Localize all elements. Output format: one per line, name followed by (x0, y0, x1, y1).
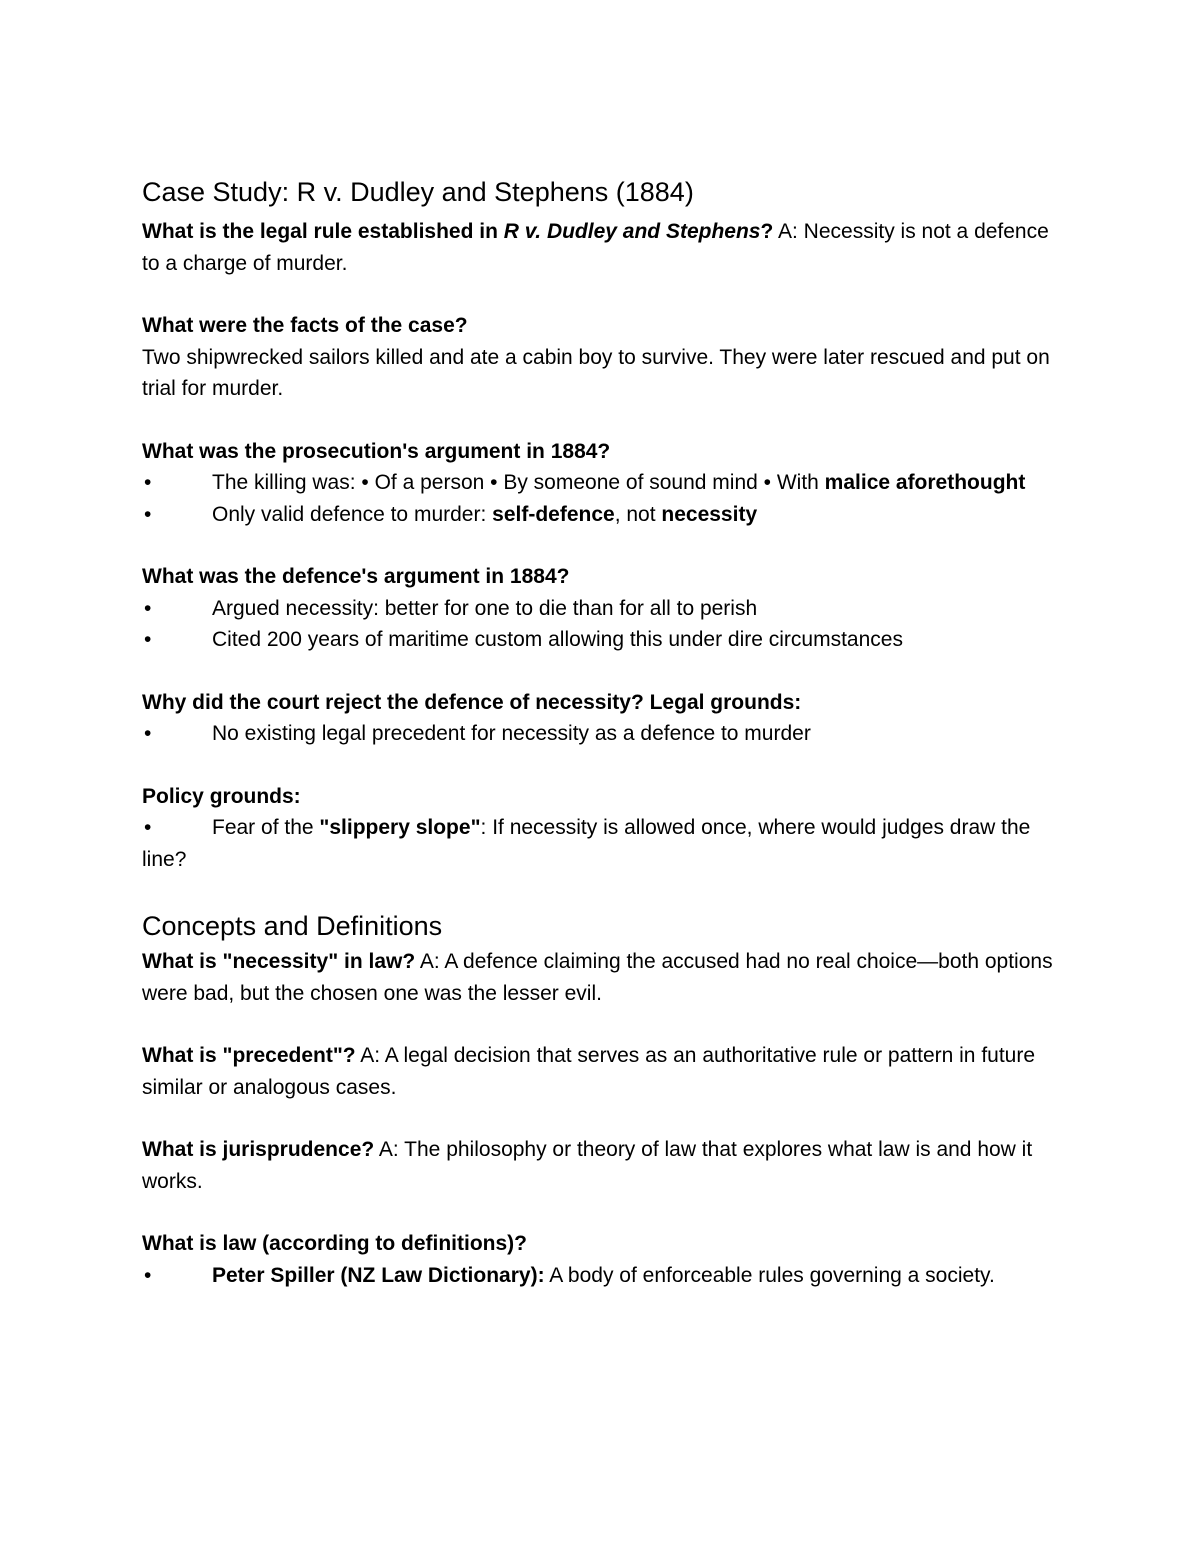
prosecution-bullet-2-text-b: , not (614, 502, 662, 526)
facts-question: What were the facts of the case? (142, 314, 468, 337)
jurisprudence-answer: A: The philosophy or theory of law that explores what law is and how it works. (142, 1138, 1033, 1193)
jurisprudence-question: What is jurisprudence? (142, 1138, 375, 1161)
facts-answer: Two shipwrecked sailors killed and ate a cabin boy to survive. They were later rescued and put on trial for murder. (142, 345, 1050, 400)
legal-rule-paragraph (142, 216, 1057, 279)
court-rejection-bullet-text: No existing legal precedent for necessity as a defence to murder (212, 722, 811, 745)
list-item (142, 467, 1057, 499)
legal-rule-question-end: ? (760, 220, 774, 243)
prosecution-bullet-2-bold-a: self-defence (492, 502, 615, 526)
document-page (142, 172, 1057, 1291)
necessity-question: What is "necessity" in law? (142, 950, 416, 973)
prosecution-bullet-2-bold-b: necessity (661, 502, 758, 526)
defence-section (142, 561, 1057, 656)
case-name: R v. Dudley and Stephens (503, 220, 761, 243)
case-study-heading: Case Study: R v. Dudley and Stephens (1884) (142, 177, 694, 207)
prosecution-bullet-1-bold: malice aforethought (824, 471, 1026, 494)
facts-section (142, 310, 1057, 405)
policy-section (142, 781, 1057, 876)
prosecution-bullet-1-text: The killing was: • Of a person • By someone of sound mind • With (212, 471, 825, 494)
policy-bullet-bold: "slippery slope" (319, 816, 481, 839)
necessity-definition (142, 946, 1057, 1009)
policy-question: Policy grounds: (142, 784, 301, 808)
defence-question: What was the defence's argument in 1884? (142, 565, 570, 588)
jurisprudence-definition (142, 1134, 1057, 1197)
policy-bullet-text-a: Fear of the (212, 816, 320, 839)
precedent-answer: A: A legal decision that serves as an authoritative rule or pattern in future similar or analogous cases. (142, 1044, 1036, 1099)
precedent-question: What is "precedent"? (142, 1044, 356, 1067)
court-rejection-question: Why did the court reject the defence of necessity? Legal grounds: (142, 690, 802, 714)
necessity-answer: A: A defence claiming the accused had no real choice—both options were bad, but the chosen one was the lesser evil. (142, 950, 1053, 1005)
law-definition-section (142, 1228, 1057, 1291)
bullet-icon: • (144, 628, 152, 651)
bullet-icon: • (144, 816, 152, 839)
list-item (142, 812, 1057, 875)
list-item (142, 499, 1057, 531)
bullet-icon: • (144, 1263, 152, 1287)
list-item (142, 1260, 1057, 1292)
defence-bullet-1-text: Argued necessity: better for one to die than for all to perish (212, 596, 758, 620)
prosecution-section (142, 436, 1057, 531)
policy-bullet-text-b: : If necessity is allowed once, where would judges draw the line? (142, 816, 1031, 871)
prosecution-question: What was the prosecution's argument in 1884? (142, 439, 611, 463)
law-question: What is law (according to definitions)? (142, 1232, 528, 1255)
legal-rule-answer: A: Necessity is not a defence to a charge of murder. (142, 220, 1049, 275)
prosecution-bullet-2-text-a: Only valid defence to murder: (212, 502, 493, 526)
law-bullet-source: Peter Spiller (NZ Law Dictionary): (212, 1263, 545, 1287)
legal-rule-question-start: What is the legal rule established in (142, 220, 504, 243)
bullet-icon: • (144, 502, 152, 526)
bullet-icon: • (144, 596, 152, 620)
law-bullet-text: A body of enforceable rules governing a society. (544, 1263, 995, 1287)
concepts-heading: Concepts and Definitions (142, 911, 443, 941)
list-item (142, 718, 1057, 750)
list-item (142, 624, 1057, 656)
defence-bullet-2-text: Cited 200 years of maritime custom allowing this under dire circumstances (212, 628, 903, 651)
bullet-icon: • (144, 722, 152, 745)
bullet-icon: • (144, 471, 152, 494)
precedent-definition (142, 1040, 1057, 1103)
court-rejection-section (142, 687, 1057, 750)
list-item (142, 593, 1057, 625)
